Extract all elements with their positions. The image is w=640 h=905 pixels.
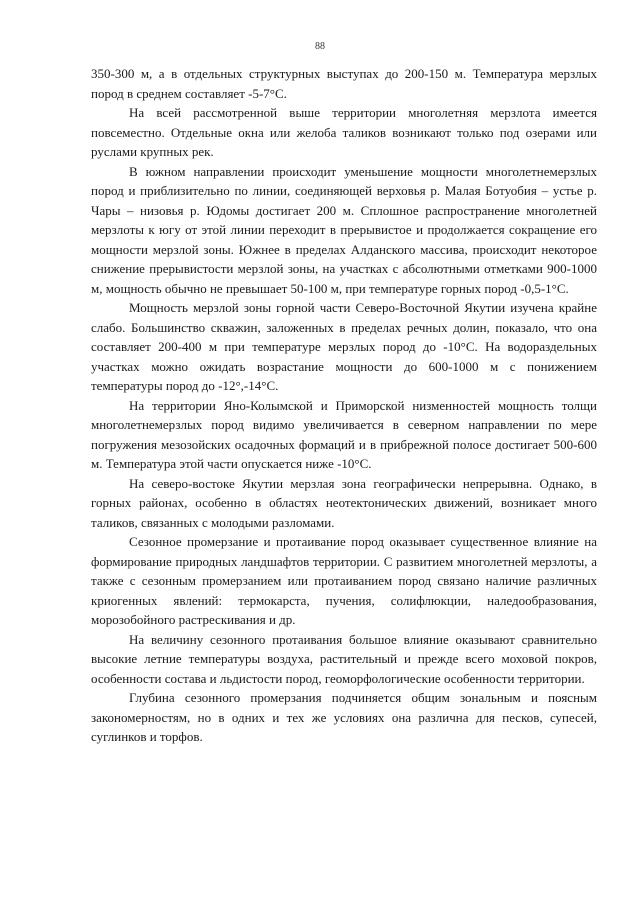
paragraph-northeast-mountains: Мощность мерзлой зоны горной части Северо-Восточной Якутии изучена крайне слабо. Большинство скважин, заложенных в пределах речных долин, показало, что она составляет 200-400 м при температуре мерзлых пород до -10°С. На водораздельных участках можно ожидать возрастание мощности до 600-1000 м с понижением температуры пород до -12°,-14°С. [91,300,597,393]
paragraph-continuation: 350-300 м, а в отдельных структурных выступах до 200-150 м. Температура мерзлых пород в среднем составляет -5-7°С. [91,66,597,101]
paragraph-freezing-depth: Глубина сезонного промерзания подчиняется общим зональным и поясным закономерностям, но в одних и тех же условиях она различна для песков, супесей, суглинков и торфов. [91,690,597,744]
paragraph-seasonal-freezing: Сезонное промерзание и протаивание пород оказывает существенное влияние на формирование природных ландшафтов территории. С развитием многолетней мерзлоты, а также с сезонным промерзанием или протаиванием пород связано наличие различных криогенных явлений: термокарста, пучения, солифлюкции, наледообразования, морозобойного растрескивания и др. [91,534,597,627]
paragraph-yano-kolyma-lowland: На территории Яно-Колымской и Приморской низменностей мощность толщи многолетнемерзлых пород видимо увеличивается в северном направлении по мере погружения мезозойских осадочных формаций и в прибрежной полосе достигает 500-600 м. Температура этой части опускается ниже -10°С. [91,397,597,471]
paragraph-northeast-continuity: На северо-востоке Якутии мерзлая зона географически непрерывна. Однако, в горных районах, особенно в областях неотектонических движений, возникает много таликов, связанных с молодыми разломами. [91,475,597,530]
paragraph-southern-direction: В южном направлении происходит уменьшение мощности многолетнемерзлых пород и приблизительно по линии, соединяющей верховья р. Малая Ботуобия – устье р. Чары – низовья р. Юдомы достигает 200 м. Сплошное распространение многолетней мерзлоты к югу от этой линии переходит в прерывистое и продолжается сокращение его мощности мерзлой зоны. Южнее в пределах Алданского массива, происходит некоторое снижение прерывистости мерзлой зоны, на участках с абсолютными отметками 900-1000 м, мощность обычно не превышает 50-100 м, при температуре горных пород -0,5-1°С. [91,163,597,296]
paragraph-permafrost-everywhere: На всей рассмотренной выше территории многолетняя мерзлота имеется повсеместно. Отдельные окна или желоба таликов возникают только под озерами или руслами крупных рек. [91,105,597,159]
paragraph-seasonal-thaw: На величину сезонного протаивания большое влияние оказывают сравнительно высокие летние температуры воздуха, растительный и прежде всего моховой покров, особенности состава и льдистости пород, геоморфологические особенности территории. [91,631,597,686]
body-text [91,64,597,747]
page-number: 88 [315,41,325,52]
